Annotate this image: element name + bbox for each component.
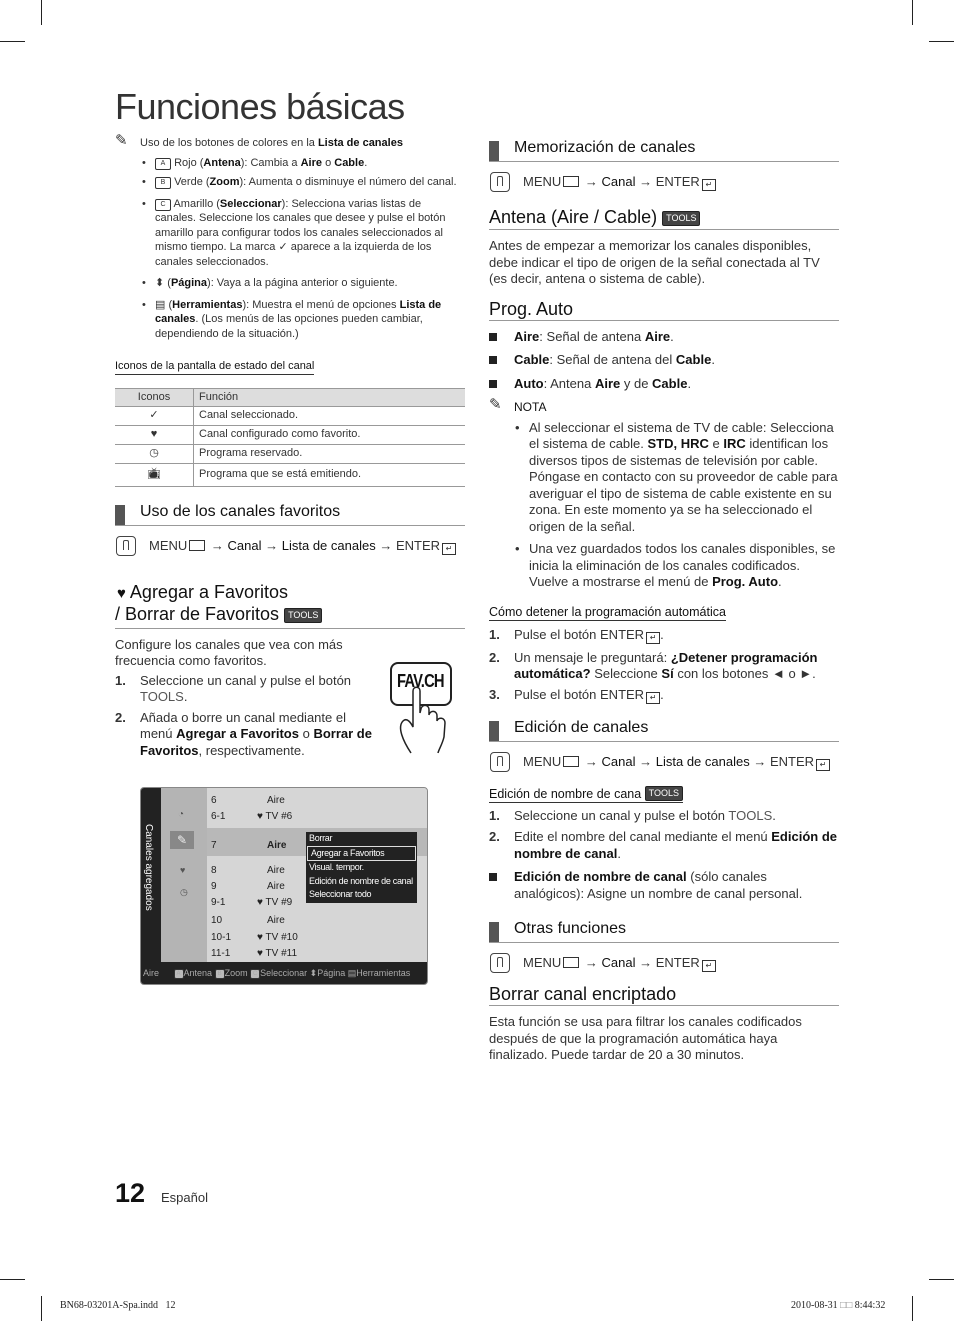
nota-label: ✎ NOTA — [489, 396, 547, 414]
prog-item-auto: Auto: Antena Aire y de Cable. — [489, 376, 839, 393]
crop-mark — [41, 1296, 42, 1321]
list-item[interactable]: 9 Aire — [211, 881, 285, 892]
bullet-tools: • ▤ (Herramientas): Muestra el menú de opciones Lista de canales. (Los menús de las opciones pueden cambiar, dependiendo de la situación.) — [142, 298, 442, 340]
red-a-button-icon: A — [155, 158, 171, 170]
crop-mark — [929, 1279, 954, 1280]
page-updown-icon: ⬍ — [309, 968, 318, 978]
crop-mark — [912, 0, 913, 25]
stop-step-2: 2. Un mensaje le preguntará: ¿Detener programación automática? Seleccione Sí con los botones ◄ o ►. — [489, 649, 818, 681]
right-column — [489, 139, 839, 1064]
section-edicion-canales: Edición de canales — [489, 719, 839, 742]
heart-icon: ♥ — [117, 584, 126, 602]
crop-mark — [0, 1279, 25, 1280]
square-bullet-icon — [489, 873, 497, 881]
tools-badge: TOOLS — [662, 211, 700, 226]
c-button-icon: C — [250, 969, 260, 979]
prog-item-aire: Aire: Señal de antena Aire. — [489, 329, 839, 346]
heart-icon: ♥ — [180, 865, 186, 875]
section-otras-funciones: Otras funciones — [489, 920, 839, 943]
enter-icon: ↵ — [702, 960, 716, 972]
section-memorizacion: Memorización de canales — [489, 139, 839, 162]
status-icons-title: Iconos de la pantalla de estado del canal — [115, 359, 314, 375]
menu-icon — [563, 176, 579, 187]
tools-badge: TOOLS — [645, 786, 683, 801]
otras-menu-path: MENU → Canal → ENTER ↵ — [489, 953, 839, 975]
edit-menu-path: MENU → Canal → Lista de canales → ENTER ↵ — [489, 752, 839, 774]
status-icons-table — [115, 388, 465, 487]
stop-step-3: 3. Pulse el botón ENTER ↵ . — [489, 686, 664, 702]
list-item[interactable]: 10-1 ♥ TV #10 — [211, 932, 298, 943]
b-button-icon: B — [215, 969, 225, 979]
menu-item-seleccionar-todo[interactable]: Seleccionar todo — [309, 889, 372, 900]
check-icon: ✓ — [115, 406, 194, 425]
edit-name-step-2: 2. Edite el nombre del canal mediante el menú Edición de nombre de canal. — [489, 829, 837, 861]
square-bullet-icon — [489, 380, 497, 388]
borrar-heading: Borrar canal encriptado — [489, 987, 839, 1006]
nota-item-1: • Al seleccionar el sistema de TV de cable: Selecciona el sistema de cable. STD, HRC e IRC identifican los diversos tipos de sistemas de televisión por cable. Póngase en contacto con su proveedor de cable para averiguar el tipo de sistema de cable existente en su zona. En este momento ya se ha seleccionado el origen de la señal. — [515, 419, 838, 534]
agregar-intro: Configure los canales que vea con más frecuencia como favoritos. — [115, 636, 343, 668]
section-favorite-channels: Uso de los canales favoritos — [115, 503, 465, 526]
color-buttons-note: ✎ Uso de los botones de colores en la Lista de canales — [115, 132, 403, 149]
tools-icon: ▤ — [347, 968, 357, 978]
fav-ch-remote-illustration — [389, 661, 453, 757]
table-header-row — [115, 388, 465, 406]
list-item[interactable]: 7 Aire — [211, 840, 287, 851]
table-row: 📺︎ Programa que se está emitiendo. — [115, 463, 465, 486]
square-bullet-icon — [489, 333, 497, 341]
pencil-note-icon: ✎ — [489, 396, 502, 413]
heart-icon: ♥ — [115, 425, 194, 444]
edit-name-title: Edición de nombre de cana TOOLS — [489, 786, 683, 803]
tools-badge: TOOLS — [284, 608, 322, 623]
enter-icon: ↵ — [646, 632, 660, 644]
table-row: ◷ Programa reservado. — [115, 444, 465, 463]
table-row: ♥ Canal configurado como favorito. — [115, 425, 465, 444]
enter-icon: ↵ — [702, 179, 716, 191]
channel-list-osd — [140, 787, 428, 985]
edit-icon: ✎ — [170, 831, 194, 849]
antena-heading: Antena (Aire / Cable) TOOLS — [489, 210, 839, 230]
green-b-button-icon: B — [155, 177, 171, 189]
prog-item-cable: Cable: Señal de antena del Cable. — [489, 352, 839, 369]
yellow-c-button-icon: C — [155, 199, 171, 211]
prog-auto-heading: Prog. Auto — [489, 302, 839, 321]
table-header-function: Función — [194, 388, 466, 406]
agregar-step-2: 2. Añada o borre un canal mediante el menú Agregar a Favoritos o Borrar de Favoritos, respectivamente. — [115, 709, 372, 758]
list-item[interactable]: 6 Aire — [211, 795, 285, 806]
menu-icon — [563, 957, 579, 968]
tools-icon: ▤ — [155, 298, 166, 311]
crop-mark — [912, 1296, 913, 1321]
osd-context-menu — [306, 832, 417, 903]
osd-bottom-bar: Aire A Antena B Zoom C Seleccionar ⬍Página ▤Herramientas — [141, 962, 427, 984]
list-item[interactable]: 10 Aire — [211, 915, 285, 926]
pencil-note-icon: ✎ — [115, 132, 128, 149]
nota-item-2: • Una vez guardados todos los canales disponibles, se inicia la eliminación de los canales codificados. Vuelve a mostrarse el menú de Prog. Auto. — [515, 541, 836, 589]
menu-item-agregar-favoritos[interactable]: Agregar a Favoritos — [307, 846, 416, 862]
fav-menu-path: MENU → Canal → Lista de canales → ENTER ↵ — [115, 536, 465, 558]
clock-icon: ◷ — [115, 444, 194, 463]
agregar-heading: ♥ Agregar a Favoritos / Borrar de Favoritos TOOLS — [115, 582, 465, 629]
crop-mark — [929, 41, 954, 42]
bullet-page: • ⬍ (Página): Vaya a la página anterior o siguiente. — [142, 277, 398, 289]
footer-file: BN68-03201A-Spa.indd 12 — [60, 1300, 176, 1311]
page-language: Español — [161, 1190, 208, 1205]
page-title: Funciones básicas — [115, 86, 405, 127]
table-row: ✓ Canal seleccionado. — [115, 406, 465, 425]
stop-step-1: 1. Pulse el botón ENTER ↵ . — [489, 626, 664, 642]
hand-menu-icon — [116, 536, 136, 556]
fav-ch-label: FAV.CH — [397, 671, 444, 691]
mem-menu-path: MENU → Canal → ENTER ↵ — [489, 172, 839, 194]
list-item[interactable]: 8 Aire — [211, 865, 285, 876]
enter-icon: ↵ — [816, 759, 830, 771]
list-item[interactable]: 9-1 ♥ TV #9 — [211, 897, 293, 908]
antenna-icon: ◔ — [178, 809, 185, 820]
borrar-text: Esta función se usa para filtrar los canales codificados después de que la programación automática haya finalizado. Puede tardar de 20 a 30 minutos. — [489, 1014, 802, 1062]
menu-icon — [189, 540, 205, 551]
osd-side-title: Canales agregados — [143, 824, 154, 911]
menu-item-visual-tempor[interactable]: Visual. tempor. — [309, 862, 364, 873]
menu-item-borrar[interactable]: Borrar — [309, 833, 333, 843]
antena-text: Antes de empezar a memorizar los canales disponibles, debe indicar el tipo de origen de la señal conectada al TV (es decir, antena o sistema de cable). — [489, 238, 820, 286]
edit-name-note: Edición de nombre de canal (sólo canales analógicos): Asigne un nombre de canal personal. — [489, 869, 839, 902]
agregar-step-1: 1. Seleccione un canal y pulse el botón TOOLS. — [115, 672, 352, 704]
menu-icon — [563, 756, 579, 767]
footer-date: 2010-08-31 □□ 8:44:32 — [791, 1300, 886, 1311]
square-bullet-icon — [489, 356, 497, 364]
list-item[interactable]: 6-1 ♥ TV #6 — [211, 811, 293, 822]
hand-menu-icon — [490, 172, 510, 192]
stop-title: Cómo detener la programación automática — [489, 604, 726, 619]
menu-item-edicion-nombre[interactable]: Edición de nombre de canal — [309, 875, 413, 886]
table-header-icons: Iconos — [115, 388, 194, 406]
a-button-icon: A — [174, 969, 184, 979]
list-item[interactable]: 11-1 ♥ TV #11 — [211, 948, 298, 959]
page-number: 12 — [115, 1178, 146, 1208]
osd-icon-column — [161, 788, 207, 962]
hand-menu-icon — [490, 752, 510, 772]
bullet-red: • A Rojo (Antena): Cambia a Aire o Cable. — [142, 156, 368, 169]
crop-mark — [41, 0, 42, 25]
bullet-yellow: • C Amarillo (Seleccionar): Selecciona varias listas de canales. Seleccione los canales que desee y pulse el botón amarillo para configurar todos los canales seleccionados al mismo tiempo. La marca ✓ aparece a la izquierda de los canales seleccionados. — [142, 197, 446, 268]
hand-menu-icon — [490, 953, 510, 973]
page-updown-icon: ⬍ — [155, 277, 165, 289]
crop-mark — [0, 41, 25, 42]
edit-name-step-1: 1. Seleccione un canal y pulse el botón TOOLS. — [489, 807, 776, 823]
tv-icon: 📺︎ — [115, 463, 194, 486]
clock-icon: ◷ — [180, 887, 188, 897]
enter-icon: ↵ — [646, 692, 660, 704]
enter-icon: ↵ — [442, 543, 456, 555]
bullet-green: • B Verde (Zoom): Aumenta o disminuye el número del canal. — [142, 176, 457, 188]
